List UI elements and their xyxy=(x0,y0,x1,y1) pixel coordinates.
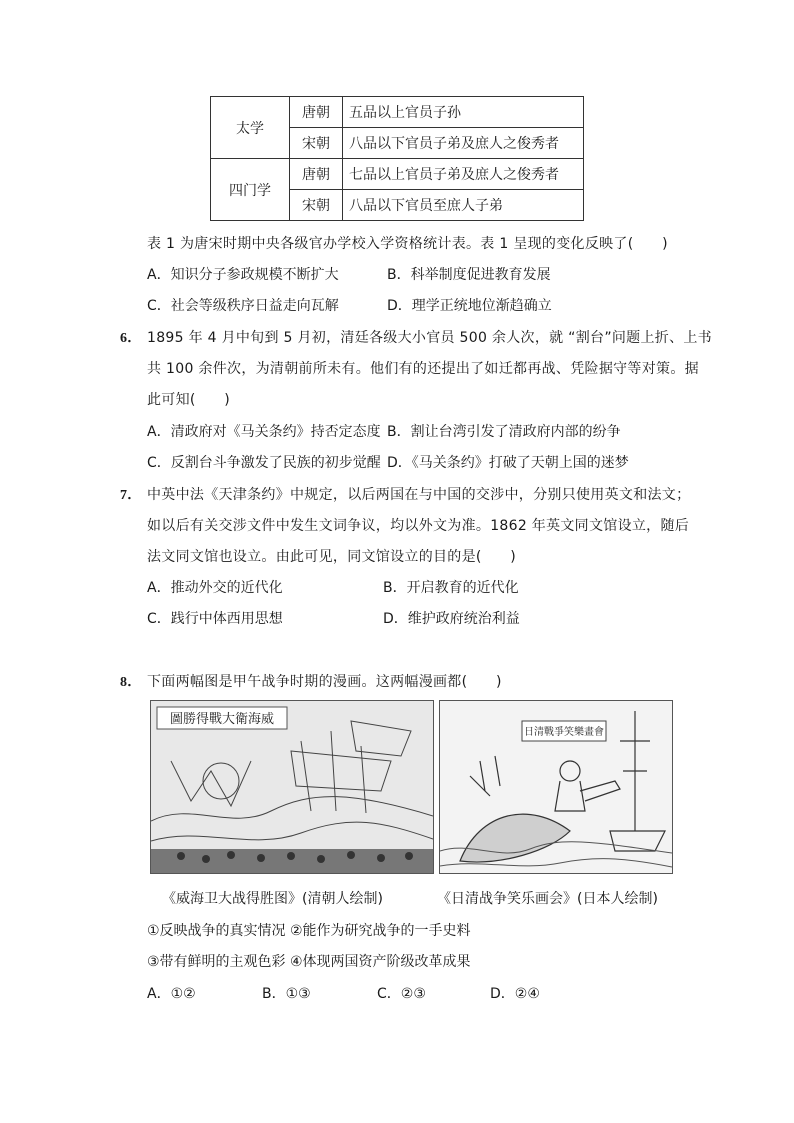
qualification-cell: 五品以上官员子孙 xyxy=(343,97,584,128)
q8-option-b[interactable]: B．①③ xyxy=(262,986,311,1002)
q6-option-b[interactable]: B．割让台湾引发了清政府内部的纷争 xyxy=(387,424,621,440)
q5-option-d[interactable]: D．理学正统地位渐趋确立 xyxy=(387,298,552,314)
table-row xyxy=(211,159,584,190)
q8-statements-2: ③带有鲜明的主观色彩 ④体现两国资产阶级改革成果 xyxy=(147,954,471,970)
school-cell: 太学 xyxy=(211,97,290,159)
q6-option-c[interactable]: C．反割台斗争激发了民族的初步觉醒 xyxy=(147,455,381,471)
dynasty-cell: 唐朝 xyxy=(290,97,343,128)
dynasty-cell: 宋朝 xyxy=(290,190,343,221)
q6-option-a[interactable]: A．清政府对《马关条约》持否定态度 xyxy=(147,424,381,440)
qualification-cell: 八品以下官员至庶人子弟 xyxy=(343,190,584,221)
q6-number: 6． xyxy=(120,331,142,346)
q7-line2: 如以后有关交涉文件中发生文词争议，均以外文为准。1862 年英文同文馆设立，随后 xyxy=(147,518,690,534)
caption-left: 《威海卫大战得胜图》(清朝人绘制) xyxy=(162,891,383,907)
q5-option-b[interactable]: B．科举制度促进教育发展 xyxy=(387,267,551,283)
sino-japanese-banner: 日清戰爭笑樂畫會 xyxy=(524,727,604,738)
qualification-cell: 七品以上官员子弟及庶人之俊秀者 xyxy=(343,159,584,190)
q7-line1: 中英中法《天津条约》中规定，以后两国在与中国的交涉中，分别只使用英文和法文； xyxy=(147,487,691,503)
q7-line3: 法文同文馆也设立。由此可见，同文馆设立的目的是( ) xyxy=(147,549,517,565)
q7-option-d[interactable]: D．维护政府统治利益 xyxy=(383,611,520,627)
dynasty-cell: 唐朝 xyxy=(290,159,343,190)
q8-statements-1: ①反映战争的真实情况 ②能作为研究战争的一手史料 xyxy=(147,923,471,939)
q8-option-d[interactable]: D．②④ xyxy=(490,986,540,1002)
q6-line1: 1895 年 4 月中旬到 5 月初，清廷各级大小官员 500 余人次，就 “割台”问题上折、上书 xyxy=(147,330,712,346)
q5-stem: 表 1 为唐宋时期中央各级官办学校入学资格统计表。表 1 呈现的变化反映了( ) xyxy=(147,236,668,252)
q7-number: 7． xyxy=(120,488,142,503)
weihaiwei-cartoon-drawing xyxy=(151,701,433,873)
dynasty-cell: 宋朝 xyxy=(290,128,343,159)
caption-right: 《日清战争笑乐画会》(日本人绘制) xyxy=(437,891,658,907)
q6-line2: 共 100 余件次，为清朝前所未有。他们有的还提出了如迁都再战、凭险据守等对策。据 xyxy=(147,361,699,377)
q8-stem: 下面两幅图是甲午战争时期的漫画。这两幅漫画都( ) xyxy=(147,674,502,690)
q5-option-c[interactable]: C．社会等级秩序日益走向瓦解 xyxy=(147,298,339,314)
q6-option-d[interactable]: D．《马关条约》打破了天朝上国的迷梦 xyxy=(387,455,629,471)
q6-line3: 此可知( ) xyxy=(147,392,231,408)
q7-option-b[interactable]: B．开启教育的近代化 xyxy=(383,580,519,596)
table-row xyxy=(211,97,584,128)
school-cell: 四门学 xyxy=(211,159,290,221)
q5-option-a[interactable]: A．知识分子参政规模不断扩大 xyxy=(147,267,339,283)
q8-option-c[interactable]: C．②③ xyxy=(377,986,426,1002)
q7-option-c[interactable]: C．践行中体西用思想 xyxy=(147,611,283,627)
admission-table xyxy=(210,96,584,221)
weihaiwei-banner: 圖勝得戰大衛海威 xyxy=(169,712,275,727)
q8-option-a[interactable]: A．①② xyxy=(147,986,196,1002)
weihaiwei-cartoon xyxy=(150,700,434,874)
q8-number: 8． xyxy=(120,675,142,690)
sino-japanese-cartoon-drawing xyxy=(440,701,672,873)
q7-option-a[interactable]: A．推动外交的近代化 xyxy=(147,580,283,596)
sino-japanese-cartoon xyxy=(439,700,673,874)
qualification-cell: 八品以下官员子弟及庶人之俊秀者 xyxy=(343,128,584,159)
